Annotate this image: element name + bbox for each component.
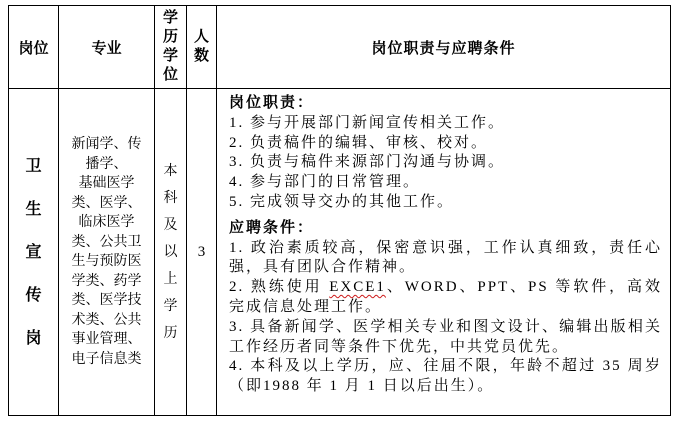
recruitment-table (8, 5, 671, 416)
education-value: 本科及以上学历 (163, 163, 178, 341)
header-cell-major (59, 6, 155, 89)
cell-details (217, 89, 670, 415)
condition-item: 3. 具备新闻学、医学相关专业和图文设计、编辑出版相关工作经历者同等条件下优先，中共党员优先。 (229, 318, 662, 355)
cell-major (59, 89, 155, 415)
header-count-label: 人数 (193, 29, 209, 64)
duties-title: 岗位职责： (229, 95, 315, 111)
duty-item: 2. 负责稿件的编辑、审核、校对。 (229, 134, 489, 151)
duty-item: 3. 负责与稿件来源部门沟通与协调。 (229, 154, 506, 171)
condition-item2-misspelled-word: EXCE1 (329, 279, 386, 296)
condition-item: 4. 本科及以上学历，应、往届不限，年龄不超过 35 周岁（即1988 年 1 月 1 日以后出生）。 (229, 358, 662, 395)
major-line: 类、公共卫 (71, 234, 142, 250)
header-position-label: 岗位 (18, 40, 49, 57)
conditions-title: 应聘条件： (229, 219, 315, 236)
major-line: 类、医学技 (71, 293, 142, 308)
condition-item (229, 278, 662, 318)
cell-position (9, 89, 59, 415)
major-line: 新闻学、传 (71, 137, 142, 152)
major-line: 术类、公共 (71, 312, 142, 328)
major-line: 临床医学 (78, 215, 135, 230)
header-major-label: 专业 (91, 40, 122, 57)
major-line: 事业管理、 (71, 332, 142, 347)
major-line: 学类、药学 (71, 273, 142, 289)
duty-item: 4. 参与部门的日常管理。 (229, 174, 421, 191)
header-cell-position (9, 6, 59, 89)
cell-count (187, 89, 217, 415)
major-line: 生与预防医 (71, 254, 142, 269)
header-cell-details (217, 6, 670, 89)
header-cell-education (155, 6, 187, 89)
condition-item: 1. 政治素质较高，保密意识强，工作认真细致，责任心强，具有团队合作精神。 (229, 239, 662, 276)
header-details-label: 岗位职责与应聘条件 (371, 40, 516, 57)
header-education-label: 学历学位 (162, 10, 178, 83)
count-value: 3 (197, 243, 206, 260)
major-line: 播学、 (85, 156, 128, 172)
cell-education (155, 89, 187, 415)
position-name: 卫生宣传岗 (25, 157, 42, 347)
duty-item: 5. 完成领导交办的其他工作。 (229, 193, 455, 210)
duty-item: 1. 参与开展部门新闻宣传相关工作。 (229, 114, 506, 131)
major-line: 类、医学、 (71, 195, 142, 211)
major-line: 基础医学 (78, 176, 135, 191)
major-line: 电子信息类 (71, 351, 142, 367)
condition-item2-suffix: 、WORD、PPT、PS 等软件，高效完成信息处理工作。 (229, 279, 662, 315)
condition-item2-prefix: 2. 熟练使用 (229, 279, 330, 296)
header-cell-count (187, 6, 217, 89)
